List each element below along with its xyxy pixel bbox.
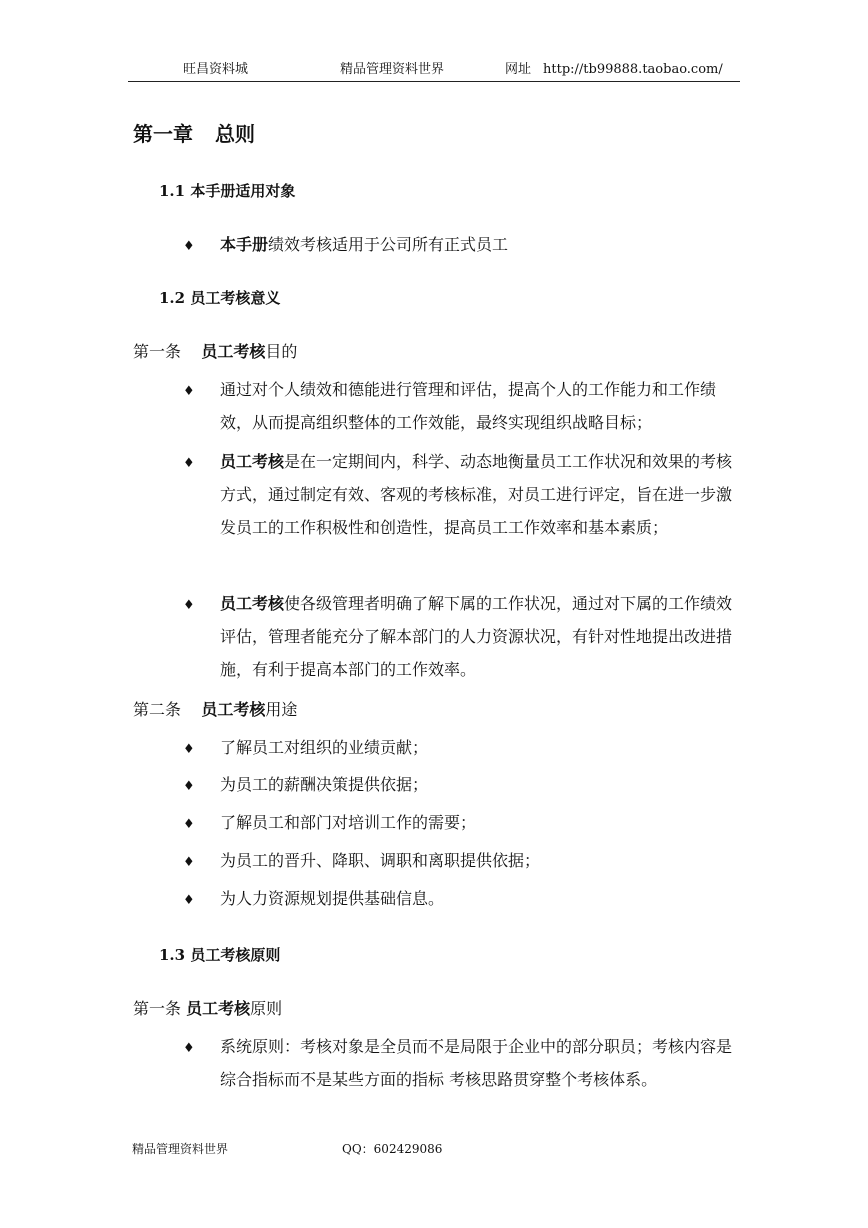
article-principles-heading <box>133 998 282 1020</box>
scope-statement <box>220 228 745 261</box>
purpose-item-3 <box>220 587 745 686</box>
article-bold-term: 员工考核 <box>186 999 251 1018</box>
article-number: 第二条 <box>133 700 182 719</box>
bullet-icon: ♦ <box>183 855 195 870</box>
chapter-name: 总则 <box>215 122 255 146</box>
purpose-text: 使各级管理者明确了解下属的工作状况，通过对下属的工作绩效评估，管理者能充分了解本部门的人力资源状况，有针对性地提出改进措施，有利于提高本部门的工作效率。 <box>220 594 733 679</box>
chapter-title <box>133 121 255 147</box>
bold-term: 员工考核 <box>220 452 285 471</box>
article-number: 第一条 <box>133 999 182 1018</box>
bullet-icon: ♦ <box>183 742 195 757</box>
bullet-icon: ♦ <box>183 598 195 613</box>
article-bold-term: 员工考核 <box>201 700 266 719</box>
scope-text: 绩效考核适用于公司所有正式员工 <box>268 235 509 254</box>
purpose-text: 是在一定期间内，科学、动态地衡量员工工作状况和效果的考核方式，通过制定有效、客观的考核标准，对员工进行评定，旨在进一步激发员工的工作积极性和创造性，提高员工工作效率和基本素质； <box>220 452 733 537</box>
bullet-icon: ♦ <box>183 893 195 908</box>
section-heading-1-2: 1.2 员工考核意义 <box>159 289 281 307</box>
article-purpose-heading <box>133 341 297 363</box>
use-item: 了解员工对组织的业绩贡献； <box>220 738 429 757</box>
purpose-item-1 <box>220 373 745 439</box>
purpose-item-2 <box>220 445 745 544</box>
purpose-text: 通过对个人绩效和德能进行管理和评估，提高个人的工作能力和工作绩效，从而提高组织整体的工作效能，最终实现组织战略目标； <box>220 380 717 432</box>
footer-left: 精品管理资料世界 <box>132 1142 229 1156</box>
bold-term: 员工考核 <box>220 594 285 613</box>
bullet-icon: ♦ <box>183 1041 195 1056</box>
header-shop-name: 旺昌资料城 <box>183 62 249 77</box>
bullet-icon: ♦ <box>183 384 195 399</box>
section-heading-1-1: 1.1 本手册适用对象 <box>159 182 296 200</box>
footer-qq: QQ：602429086 <box>342 1142 443 1156</box>
bold-term: 本手册 <box>220 235 269 254</box>
use-item: 了解员工和部门对培训工作的需要； <box>220 813 477 832</box>
article-suffix: 用途 <box>265 700 298 719</box>
header-divider <box>128 81 740 82</box>
article-number: 第一条 <box>133 342 182 361</box>
article-uses-heading <box>133 699 297 721</box>
bullet-icon: ♦ <box>183 779 195 794</box>
use-item: 为人力资源规划提供基础信息。 <box>220 889 445 908</box>
article-suffix: 目的 <box>265 342 298 361</box>
chapter-number: 第一章 <box>133 122 193 146</box>
principle-item: 系统原则：考核对象是全员而不是局限于企业中的部分职员；考核内容是综合指标而不是某些方面的指标 考核思路贯穿整个考核体系。 <box>220 1037 733 1089</box>
header-slogan: 精品管理资料世界 <box>340 62 445 77</box>
header-url-label: 网址 <box>505 62 532 77</box>
article-suffix: 原则 <box>250 999 283 1018</box>
section-heading-1-3: 1.3 员工考核原则 <box>159 946 281 964</box>
use-item: 为员工的晋升、降职、调职和离职提供依据； <box>220 851 541 870</box>
bullet-icon: ♦ <box>183 239 195 254</box>
article-bold-term: 员工考核 <box>201 342 266 361</box>
header-url-link[interactable]: http://tb99888.taobao.com/ <box>543 62 723 77</box>
bullet-icon: ♦ <box>183 456 195 471</box>
use-item: 为员工的薪酬决策提供依据； <box>220 775 429 794</box>
bullet-icon: ♦ <box>183 817 195 832</box>
